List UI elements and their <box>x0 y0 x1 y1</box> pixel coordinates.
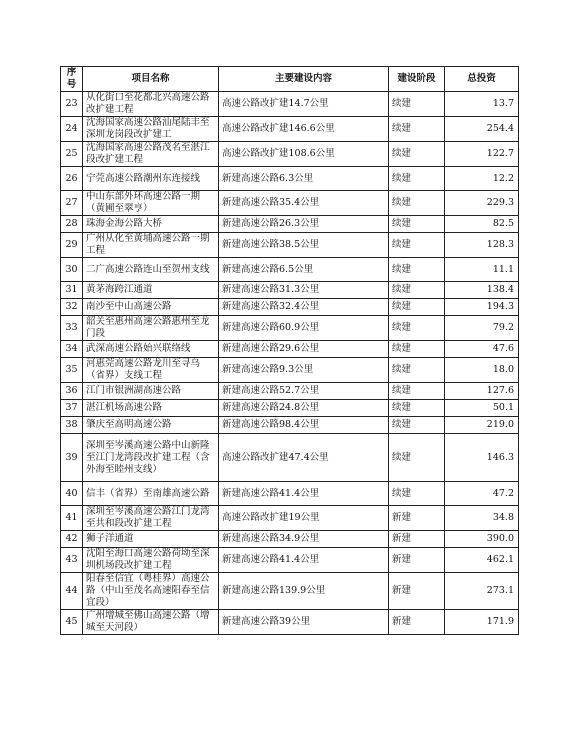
table-row <box>61 417 519 434</box>
project-name: 黄茅海跨江通道 <box>83 282 219 299</box>
project-name: 阳春至信宜（粤桂界）高速公路（中山至茂名高速阳春至信宜段） <box>83 573 219 610</box>
row-index: 40 <box>61 482 83 506</box>
main-content: 新建高速公路98.4公里 <box>219 417 389 434</box>
main-content: 新建高速公路41.4公里 <box>219 482 389 506</box>
row-index: 33 <box>61 316 83 341</box>
construction-stage: 续建 <box>389 316 445 341</box>
row-index: 44 <box>61 573 83 610</box>
project-name: 信丰（省界）至南雄高速公路 <box>83 482 219 506</box>
project-name: 武深高速公路始兴联络线 <box>83 341 219 358</box>
table-row <box>61 167 519 191</box>
construction-stage: 续建 <box>389 191 445 216</box>
main-content: 新建高速公路24.8公里 <box>219 400 389 417</box>
table-row <box>61 282 519 299</box>
project-name: 沈海国家高速公路汕尾陆丰至深圳龙岗段改扩建工 <box>83 117 219 142</box>
project-name: 湛江机场高速公路 <box>83 400 219 417</box>
main-content: 新建高速公路60.9公里 <box>219 316 389 341</box>
total-investment: 194.3 <box>445 299 519 316</box>
total-investment: 138.4 <box>445 282 519 299</box>
project-name: 河惠莞高速公路龙川至寻乌（省界）支线工程 <box>83 358 219 383</box>
table-row <box>61 299 519 316</box>
row-index: 28 <box>61 216 83 233</box>
investment-table <box>60 66 519 635</box>
row-index: 43 <box>61 548 83 573</box>
project-name: 狮子洋通道 <box>83 531 219 548</box>
project-name: 宁莞高速公路潮州东连接线 <box>83 167 219 191</box>
row-index: 32 <box>61 299 83 316</box>
main-content: 新建高速公路26.3公里 <box>219 216 389 233</box>
project-name: 沈海国家高速公路茂名至湛江段改扩建工程 <box>83 142 219 167</box>
total-investment: 82.5 <box>445 216 519 233</box>
main-content: 高速公路改扩建19公里 <box>219 506 389 531</box>
main-content: 新建高速公路38.5公里 <box>219 233 389 258</box>
total-investment: 79.2 <box>445 316 519 341</box>
table-row <box>61 506 519 531</box>
table-header-row <box>61 67 519 92</box>
construction-stage: 续建 <box>389 92 445 117</box>
construction-stage: 续建 <box>389 216 445 233</box>
project-name: 深圳至岑溪高速公路中山新隆至江门龙湾段改扩建工程（含外海至睦州支线） <box>83 434 219 482</box>
table-row <box>61 610 519 635</box>
table-body <box>61 92 519 635</box>
row-index: 23 <box>61 92 83 117</box>
project-name: 珠海金海公路大桥 <box>83 216 219 233</box>
project-name: 肇庆至高明高速公路 <box>83 417 219 434</box>
main-content: 新建高速公路139.9公里 <box>219 573 389 610</box>
main-content: 高速公路改扩建146.6公里 <box>219 117 389 142</box>
table-row <box>61 142 519 167</box>
row-index: 25 <box>61 142 83 167</box>
table-row <box>61 400 519 417</box>
table-row <box>61 548 519 573</box>
table-row <box>61 117 519 142</box>
construction-stage: 新建 <box>389 531 445 548</box>
total-investment: 273.1 <box>445 573 519 610</box>
header-project-name: 项目名称 <box>83 67 219 92</box>
construction-stage: 续建 <box>389 233 445 258</box>
project-name: 中山东部外环高速公路一期（黄圃至翠亨） <box>83 191 219 216</box>
row-index: 38 <box>61 417 83 434</box>
project-name: 沈阳至海口高速公路荷坳至深圳机场段改扩建工程 <box>83 548 219 573</box>
construction-stage: 续建 <box>389 341 445 358</box>
main-content: 新建高速公路41.4公里 <box>219 548 389 573</box>
row-index: 42 <box>61 531 83 548</box>
project-name: 江门市银洲湖高速公路 <box>83 383 219 400</box>
row-index: 37 <box>61 400 83 417</box>
table-row <box>61 216 519 233</box>
total-investment: 229.3 <box>445 191 519 216</box>
construction-stage: 续建 <box>389 142 445 167</box>
main-content: 新建高速公路34.9公里 <box>219 531 389 548</box>
row-index: 31 <box>61 282 83 299</box>
table-row <box>61 233 519 258</box>
total-investment: 11.1 <box>445 258 519 282</box>
construction-stage: 续建 <box>389 434 445 482</box>
table-row <box>61 482 519 506</box>
total-investment: 127.6 <box>445 383 519 400</box>
row-index: 34 <box>61 341 83 358</box>
main-content: 新建高速公路32.4公里 <box>219 299 389 316</box>
main-content: 新建高速公路31.3公里 <box>219 282 389 299</box>
header-total-investment: 总投资 <box>445 67 519 92</box>
table-row <box>61 191 519 216</box>
project-name: 广州增城至佛山高速公路（增城至天河段） <box>83 610 219 635</box>
total-investment: 12.2 <box>445 167 519 191</box>
construction-stage: 续建 <box>389 299 445 316</box>
header-index: 序号 <box>61 67 83 92</box>
total-investment: 50.1 <box>445 400 519 417</box>
main-content: 高速公路改扩建47.4公里 <box>219 434 389 482</box>
project-name: 广州从化至黄埔高速公路一期工程 <box>83 233 219 258</box>
row-index: 29 <box>61 233 83 258</box>
header-stage: 建设阶段 <box>389 67 445 92</box>
construction-stage: 新建 <box>389 573 445 610</box>
table-row <box>61 531 519 548</box>
table-row <box>61 341 519 358</box>
table-row <box>61 383 519 400</box>
row-index: 41 <box>61 506 83 531</box>
row-index: 27 <box>61 191 83 216</box>
main-content: 新建高速公路39公里 <box>219 610 389 635</box>
total-investment: 47.2 <box>445 482 519 506</box>
row-index: 45 <box>61 610 83 635</box>
total-investment: 13.7 <box>445 92 519 117</box>
row-index: 24 <box>61 117 83 142</box>
row-index: 30 <box>61 258 83 282</box>
total-investment: 254.4 <box>445 117 519 142</box>
table-row <box>61 434 519 482</box>
construction-stage: 新建 <box>389 548 445 573</box>
main-content: 高速公路改扩建14.7公里 <box>219 92 389 117</box>
main-content: 新建高速公路35.4公里 <box>219 191 389 216</box>
main-content: 新建高速公路6.3公里 <box>219 167 389 191</box>
table-row <box>61 358 519 383</box>
table-row <box>61 258 519 282</box>
total-investment: 462.1 <box>445 548 519 573</box>
construction-stage: 新建 <box>389 610 445 635</box>
construction-stage: 续建 <box>389 400 445 417</box>
project-name: 韶关至惠州高速公路惠州至龙门段 <box>83 316 219 341</box>
total-investment: 171.9 <box>445 610 519 635</box>
row-index: 39 <box>61 434 83 482</box>
construction-stage: 续建 <box>389 383 445 400</box>
row-index: 36 <box>61 383 83 400</box>
total-investment: 146.3 <box>445 434 519 482</box>
total-investment: 219.0 <box>445 417 519 434</box>
total-investment: 122.7 <box>445 142 519 167</box>
row-index: 26 <box>61 167 83 191</box>
table-row <box>61 316 519 341</box>
row-index: 35 <box>61 358 83 383</box>
total-investment: 128.3 <box>445 233 519 258</box>
construction-stage: 续建 <box>389 258 445 282</box>
construction-stage: 续建 <box>389 117 445 142</box>
total-investment: 18.0 <box>445 358 519 383</box>
construction-stage: 续建 <box>389 282 445 299</box>
main-content: 新建高速公路6.5公里 <box>219 258 389 282</box>
document-page <box>60 66 518 635</box>
construction-stage: 续建 <box>389 417 445 434</box>
construction-stage: 续建 <box>389 358 445 383</box>
main-content: 新建高速公路29.6公里 <box>219 341 389 358</box>
header-main-content: 主要建设内容 <box>219 67 389 92</box>
total-investment: 47.6 <box>445 341 519 358</box>
total-investment: 34.8 <box>445 506 519 531</box>
table-row <box>61 92 519 117</box>
table-row <box>61 573 519 610</box>
main-content: 新建高速公路9.3公里 <box>219 358 389 383</box>
project-name: 从化街口至花都北兴高速公路改扩建工程 <box>83 92 219 117</box>
construction-stage: 新建 <box>389 506 445 531</box>
total-investment: 390.0 <box>445 531 519 548</box>
project-name: 深圳至岑溪高速公路江门龙湾至共和段改扩建工程 <box>83 506 219 531</box>
main-content: 高速公路改扩建108.6公里 <box>219 142 389 167</box>
main-content: 新建高速公路52.7公里 <box>219 383 389 400</box>
project-name: 南沙至中山高速公路 <box>83 299 219 316</box>
construction-stage: 续建 <box>389 482 445 506</box>
project-name: 二广高速公路连山至贺州支线 <box>83 258 219 282</box>
construction-stage: 续建 <box>389 167 445 191</box>
